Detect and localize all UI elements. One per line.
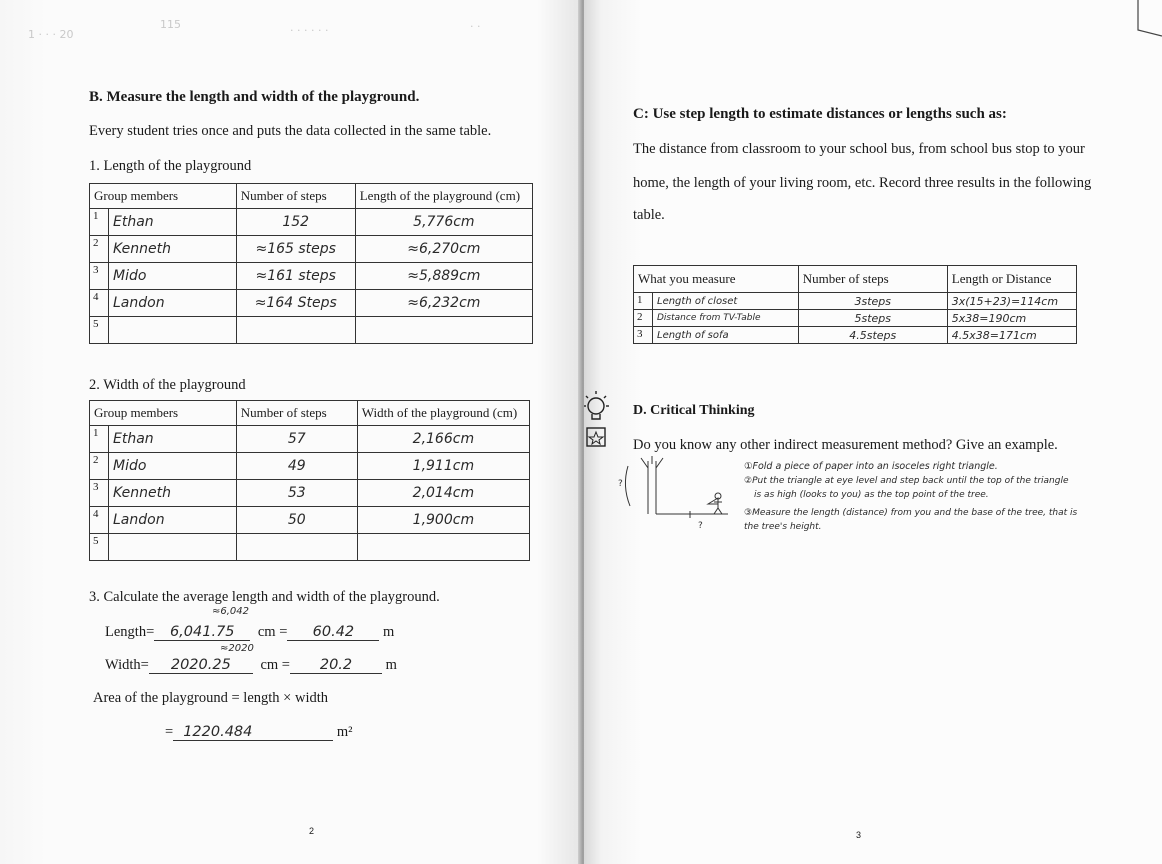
- width-label: Width=: [105, 657, 149, 673]
- width-approx-note: ≈2020: [220, 643, 254, 654]
- member-name: Landon: [109, 507, 237, 534]
- row-number: 2: [634, 310, 653, 327]
- row-number: 4: [90, 290, 109, 317]
- member-name: Kenneth: [109, 480, 237, 507]
- width-heading: 2. Width of the playground: [89, 377, 246, 393]
- row-number: 2: [90, 453, 109, 480]
- row-number: 1: [634, 293, 653, 310]
- section-d-question: Do you know any other indirect measurement method? Give an example.: [633, 437, 1058, 453]
- answer-step-1: ①Fold a piece of paper into an isoceles right triangle.: [744, 461, 998, 472]
- measure-what: Length of closet: [653, 293, 799, 310]
- bleed-through-mark: 1 · · · 20: [28, 28, 74, 41]
- table-row: [634, 310, 1077, 327]
- length-approx-note: ≈6,042: [212, 606, 250, 617]
- svg-text:?: ?: [618, 479, 623, 489]
- header-cell: Number of steps: [798, 266, 947, 293]
- table-row: [90, 426, 530, 453]
- area-line: [165, 724, 352, 741]
- meter-unit: m: [385, 657, 397, 673]
- cm-equals-label: cm =: [260, 657, 290, 673]
- measure-what: Distance from TV-Table: [653, 310, 799, 327]
- width-cell: 2,014cm: [357, 480, 529, 507]
- steps-cell: [236, 534, 357, 561]
- table-row: [90, 263, 533, 290]
- bleed-through-mark: · · · · · ·: [290, 24, 329, 37]
- table-row: [90, 480, 530, 507]
- section-c-text-3: table.: [633, 207, 665, 223]
- steps-cell: ≈164 Steps: [236, 290, 355, 317]
- area-unit: m²: [336, 724, 353, 740]
- table-row: [634, 327, 1077, 344]
- member-name: Kenneth: [109, 236, 237, 263]
- meter-unit: m: [383, 624, 395, 640]
- header-cell: Width of the playground (cm): [357, 401, 529, 426]
- header-cell: Number of steps: [236, 184, 355, 209]
- length-cell: ≈6,232cm: [355, 290, 532, 317]
- steps-cell: 50: [236, 507, 357, 534]
- row-number: 2: [90, 236, 109, 263]
- width-cell: 2,166cm: [357, 426, 529, 453]
- member-name: Ethan: [109, 426, 237, 453]
- member-name: Mido: [109, 263, 237, 290]
- page-corner-mark: [1132, 0, 1162, 40]
- steps-cell: 53: [236, 480, 357, 507]
- length-table: [89, 183, 533, 344]
- header-cell: Group members: [90, 401, 237, 426]
- section-c-text-2: home, the length of your living room, etc. Record three results in the following: [633, 175, 1092, 191]
- bleed-through-mark: · ·: [470, 20, 481, 33]
- section-d-title: D. Critical Thinking: [633, 403, 755, 418]
- answer-step-3b: the tree's height.: [744, 522, 822, 532]
- width-table: [89, 400, 530, 561]
- svg-text:?: ?: [698, 521, 703, 531]
- calc-heading: 3. Calculate the average length and width of the playground.: [89, 589, 440, 605]
- answer-step-2b: is as high (looks to you) as the top point of the tree.: [754, 490, 989, 500]
- member-name: Landon: [109, 290, 237, 317]
- right-page: [584, 0, 1162, 864]
- table-row: [90, 534, 530, 561]
- header-cell: Group members: [90, 184, 237, 209]
- row-number: 4: [90, 507, 109, 534]
- area-value: 1220.484: [173, 724, 333, 741]
- answer-step-2a: ②Put the triangle at eye level and step back until the top of the triangle: [744, 476, 1069, 486]
- width-cell: 1,911cm: [357, 453, 529, 480]
- distance-cell: 5x38=190cm: [947, 310, 1076, 327]
- distance-cell: 3x(15+23)=114cm: [947, 293, 1076, 310]
- critical-thinking-answer: [744, 460, 1124, 534]
- area-formula: Area of the playground = length × width: [93, 690, 329, 706]
- bleed-through-mark: 115: [160, 18, 181, 31]
- row-number: 5: [90, 534, 109, 561]
- length-cell: 5,776cm: [355, 209, 532, 236]
- member-name: Mido: [109, 453, 237, 480]
- table-row: [90, 209, 533, 236]
- table-header-row: [634, 266, 1077, 293]
- length-average-value: 6,041.75: [154, 624, 250, 641]
- distance-table: [633, 265, 1077, 344]
- length-meters-value: 60.42: [287, 624, 379, 641]
- area-equals: =: [165, 724, 174, 740]
- steps-cell: 3steps: [798, 293, 947, 310]
- section-b-title: B. Measure the length and width of the playground.: [89, 89, 420, 105]
- measure-what: Length of sofa: [653, 327, 799, 344]
- table-header-row: [90, 401, 530, 426]
- steps-cell: ≈165 steps: [236, 236, 355, 263]
- row-number: 3: [90, 480, 109, 507]
- steps-cell: 5steps: [798, 310, 947, 327]
- steps-cell: 152: [236, 209, 355, 236]
- row-number: 5: [90, 317, 109, 344]
- page-number: 3: [856, 830, 862, 840]
- header-cell: Length or Distance: [947, 266, 1076, 293]
- row-number: 1: [90, 426, 109, 453]
- member-name: Ethan: [109, 209, 237, 236]
- lightbulb-icon: [584, 388, 622, 458]
- length-cell: [355, 317, 532, 344]
- section-c-title: C: Use step length to estimate distances or lengths such as:: [633, 106, 1007, 122]
- page-number: 2: [309, 826, 315, 836]
- header-cell: What you measure: [634, 266, 799, 293]
- steps-cell: ≈161 steps: [236, 263, 355, 290]
- header-cell: Length of the playground (cm): [355, 184, 532, 209]
- steps-cell: 49: [236, 453, 357, 480]
- table-row: [90, 507, 530, 534]
- table-row: [634, 293, 1077, 310]
- width-cell: [357, 534, 529, 561]
- width-average-value: 2020.25: [149, 657, 253, 674]
- row-number: 3: [634, 327, 653, 344]
- steps-cell: [236, 317, 355, 344]
- table-row: [90, 290, 533, 317]
- width-calc-line: [105, 657, 397, 674]
- length-cell: ≈5,889cm: [355, 263, 532, 290]
- length-heading: 1. Length of the playground: [89, 158, 252, 174]
- width-cell: 1,900cm: [357, 507, 529, 534]
- length-label: Length=: [105, 624, 155, 640]
- steps-cell: 4.5steps: [798, 327, 947, 344]
- table-row: [90, 317, 533, 344]
- section-b-intro: Every student tries once and puts the data collected in the same table.: [89, 123, 492, 139]
- section-c-text-1: The distance from classroom to your school bus, from school bus stop to your: [633, 141, 1085, 157]
- member-name: [109, 534, 237, 561]
- member-name: [109, 317, 237, 344]
- answer-step-3a: ③Measure the length (distance) from you and the base of the tree, that is: [744, 508, 1078, 518]
- length-calc-line: [105, 624, 394, 641]
- steps-cell: 57: [236, 426, 357, 453]
- length-cell: ≈6,270cm: [355, 236, 532, 263]
- table-row: [90, 236, 533, 263]
- width-meters-value: 20.2: [290, 657, 382, 674]
- header-cell: Number of steps: [236, 401, 357, 426]
- table-row: [90, 453, 530, 480]
- cm-equals-label: cm =: [257, 624, 288, 640]
- row-number: 1: [90, 209, 109, 236]
- table-header-row: [90, 184, 533, 209]
- row-number: 3: [90, 263, 109, 290]
- distance-cell: 4.5x38=171cm: [947, 327, 1076, 344]
- tree-measurement-sketch-icon: [608, 456, 738, 536]
